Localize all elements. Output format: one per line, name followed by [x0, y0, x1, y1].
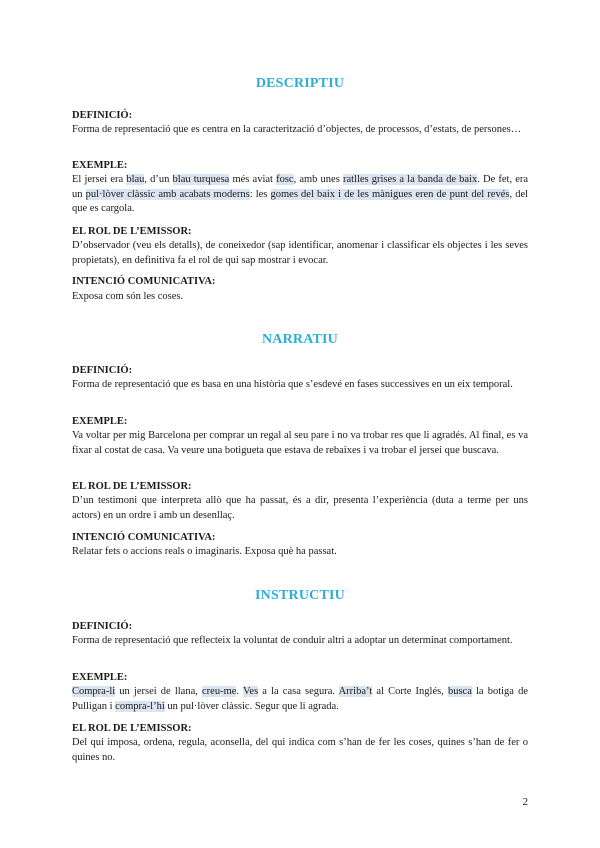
intencio-text: Exposa com són les coses. [72, 291, 184, 302]
text-run: , d’un [144, 174, 173, 185]
exemple-label: EXEMPLE: [72, 160, 128, 171]
text-run: més aviat [229, 174, 277, 185]
highlighted-phrase: Arriba’t [338, 686, 373, 697]
text-run: un jersei de llana, [115, 686, 203, 697]
text-run: al Corte Inglés, [372, 686, 448, 697]
definicio-text: Forma de representació que es centra en la caracterització d’objectes, de processos, d’estats, de persones… [72, 124, 522, 135]
text-run: Va voltar per mig Barcelona per comprar un regal al seu pare i no va trobar res que li agradés. Al final, es va fixar al costat de casa. Va veure una botigueta que estava de rebaixes i va trobar el jersei que buscava. [72, 430, 528, 456]
rol-label: EL ROL DE L’EMISSOR: [72, 481, 192, 492]
rol-text: D’un testimoni que interpreta allò que ha passat, és a dir, presenta l’experiència (duta a terme per uns actors) en un ordre i amb un desenllaç. [72, 495, 528, 521]
section-title-narratiu: NARRATIU [261, 332, 338, 347]
rol-text: D’observador (veu els detalls), de coneixedor (sap identificar, anomenar i classificar els objectes i les seves propietats), en definitiva fa el rol de qui sap mostrar i evocar. [72, 240, 528, 266]
definicio-label: DEFINICIÓ: [72, 365, 133, 376]
text-run: la botiga de Pulligan i [72, 686, 529, 712]
text-run: , del que es cargola. [72, 188, 529, 214]
highlighted-phrase: Ves [243, 686, 259, 697]
text-run: a la casa segura. [258, 686, 339, 697]
exemple-label: EXEMPLE: [72, 672, 128, 683]
intencio-label: INTENCIÓ COMUNICATIVA: [72, 532, 216, 543]
highlighted-phrase: fosc [276, 174, 294, 185]
section-title-descriptiu: DESCRIPTIU [255, 76, 345, 91]
text-run: . De fet, era un [72, 174, 529, 200]
text-run: un pul·lòver clàssic. Segur que li agrada. [164, 700, 339, 712]
highlighted-phrase: compra-l’hi [115, 700, 165, 712]
definicio-text: Forma de representació que es basa en una història que s’esdevé en fases successives en un eix temporal. [72, 379, 513, 390]
rol-label: EL ROL DE L’EMISSOR: [72, 723, 192, 734]
text-run: , amb unes [293, 174, 343, 185]
definicio-text: Forma de representació que reflecteix la voluntat de conduir altri a adoptar un determinat comportament. [72, 635, 513, 646]
highlighted-phrase: pul·lòver clàssic amb acabats moderns [85, 188, 250, 200]
highlighted-phrase: blau turquesa [172, 174, 230, 185]
intencio-text: Relatar fets o accions reals o imaginaris. Exposa què ha passat. [72, 546, 337, 557]
highlighted-phrase: ratlles grises a la banda de baix [342, 174, 478, 185]
text-run: . [236, 686, 243, 697]
exemple-label: EXEMPLE: [72, 416, 128, 427]
intencio-label: INTENCIÓ COMUNICATIVA: [72, 276, 216, 287]
text-run: : les [249, 188, 271, 200]
definicio-label: DEFINICIÓ: [72, 621, 133, 632]
rol-label: EL ROL DE L’EMISSOR: [72, 226, 192, 237]
highlighted-phrase: gomes del baix i de les mànigues eren de punt del revés [270, 188, 510, 200]
page-number: 2 [522, 796, 528, 808]
section-title-instructiu: INSTRUCTIU [255, 588, 345, 603]
rol-text: Del qui imposa, ordena, regula, aconsella, del qui indica com s’han de fer les coses, quines s’han de fer o quines no. [72, 737, 528, 763]
exemple-text [72, 429, 528, 458]
highlighted-phrase: creu-me [202, 686, 237, 697]
highlighted-phrase: busca [447, 686, 472, 697]
exemple-text [72, 173, 528, 217]
highlighted-phrase: blau [126, 174, 145, 185]
text-run: El jersei era [72, 174, 127, 185]
highlighted-phrase: Compra-li [72, 686, 116, 697]
definicio-label: DEFINICIÓ: [72, 110, 133, 121]
exemple-text [72, 685, 528, 714]
